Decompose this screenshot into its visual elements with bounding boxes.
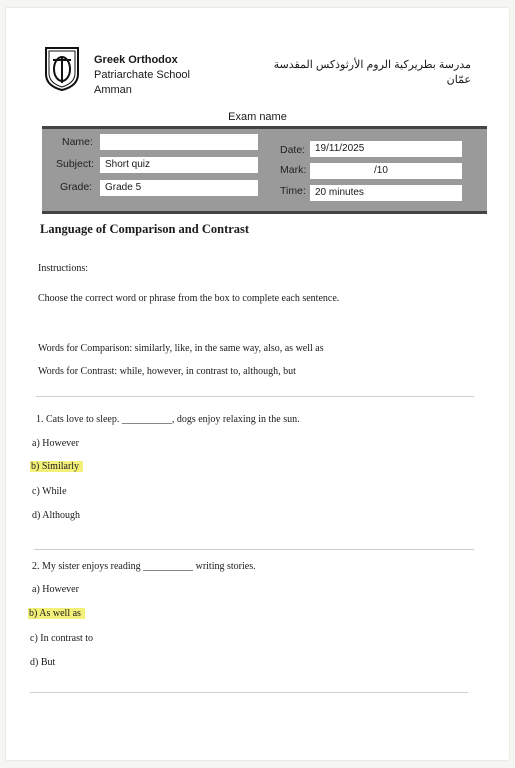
question-2-text: 2. My sister enjoys reading __________ writing stories. — [32, 561, 256, 572]
school-name-line2: Patriarchate School — [94, 69, 190, 81]
school-name-line1: Greek Orthodox — [94, 54, 178, 66]
grade-label: Grade: — [60, 181, 93, 193]
subject-field[interactable]: Short quiz — [100, 157, 258, 173]
name-field[interactable] — [100, 134, 258, 150]
question-2-option-b[interactable]: b) As well as — [28, 608, 85, 619]
instructions-text: Choose the correct word or phrase from the box to complete each sentence. — [38, 293, 340, 304]
school-logo — [44, 46, 80, 92]
comparison-words: Words for Comparison: similarly, like, in the same way, also, as well as — [38, 343, 324, 354]
student-info-table — [42, 126, 487, 214]
shield-logo-icon — [44, 46, 80, 92]
question-1-text: 1. Cats love to sleep. __________, dogs enjoy relaxing in the sun. — [36, 414, 300, 425]
time-field[interactable]: 20 minutes — [310, 185, 462, 201]
name-label: Name: — [62, 136, 93, 148]
school-name-line3: Amman — [94, 84, 132, 96]
divider — [34, 549, 474, 550]
question-1-option-d[interactable]: d) Although — [32, 510, 81, 521]
contrast-words: Words for Contrast: while, however, in contrast to, although, but — [38, 366, 296, 377]
date-label: Date: — [280, 144, 306, 156]
worksheet-title: Language of Comparison and Contrast — [40, 222, 250, 236]
time-label: Time: — [280, 185, 306, 197]
question-2-option-c[interactable]: c) In contrast to — [30, 633, 94, 644]
grade-field[interactable]: Grade 5 — [100, 180, 258, 196]
school-name-english — [94, 53, 190, 98]
arabic-name-line2: عمّان — [446, 74, 471, 86]
divider — [30, 692, 468, 693]
question-1-option-c[interactable]: c) While — [32, 486, 67, 497]
question-1-option-b[interactable]: b) Similarly — [30, 461, 83, 472]
mark-label: Mark: — [280, 164, 307, 176]
exam-name: Exam name — [228, 111, 287, 123]
question-1-option-a[interactable]: a) However — [32, 438, 79, 449]
arabic-name-line1: مدرسة بطريركية الروم الأرثوذكس المقدسة — [273, 59, 471, 71]
subject-label: Subject: — [56, 158, 94, 170]
date-field[interactable]: 19/11/2025 — [310, 141, 462, 157]
mark-field[interactable]: /10 — [310, 163, 462, 179]
instructions-label: Instructions: — [38, 263, 88, 274]
question-2-option-d[interactable]: d) But — [30, 657, 56, 668]
exam-page — [6, 8, 509, 760]
school-name-arabic — [274, 58, 471, 88]
question-2-option-a[interactable]: a) However — [32, 584, 79, 595]
divider — [36, 396, 474, 397]
